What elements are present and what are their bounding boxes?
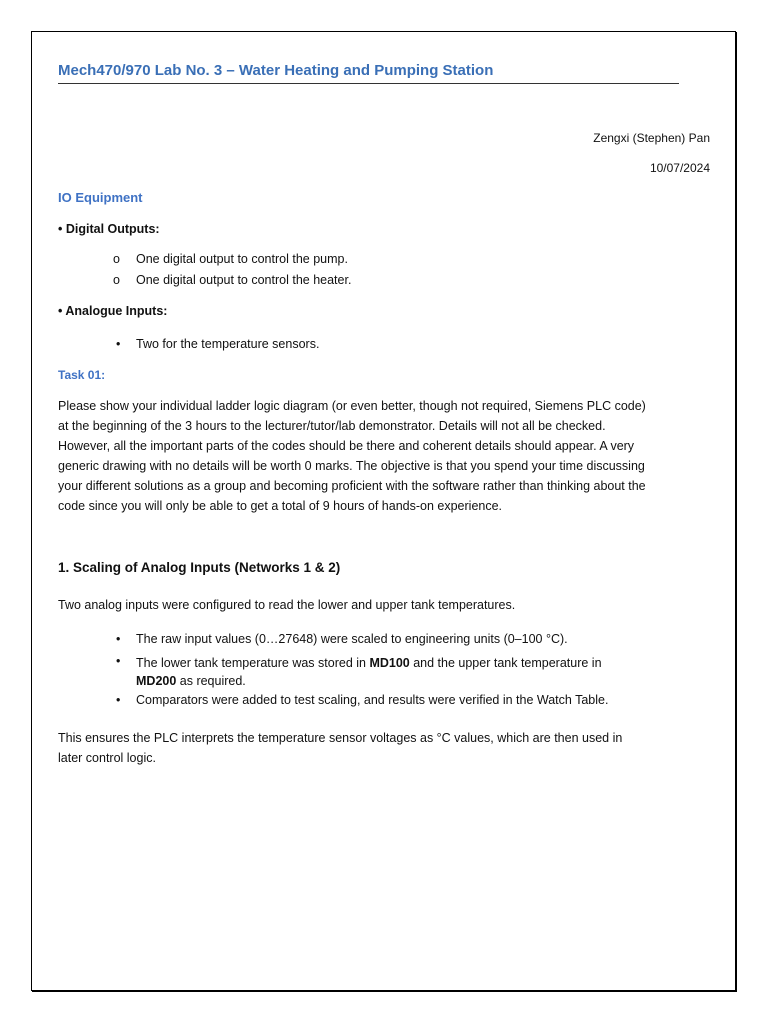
circle-bullet-icon: o <box>113 252 120 266</box>
digital-outputs-label: • Digital Outputs: <box>58 222 160 236</box>
md100-label: MD100 <box>369 656 410 670</box>
scaling-bullet: The raw input values (0…27648) were scaled to engineering units (0–100 °C). <box>136 632 568 646</box>
date: 10/07/2024 <box>649 161 710 175</box>
task-paragraph: Please show your individual ladder logic diagram (or even better, though not required, Siemens PLC code) at the beginning of the 3 hours to the lecturer/tutor/lab demonstrator. Details will not all be checked. However, all the important parts of the codes should be there and coherent details should appear. A very generic drawing with no details will be worth 0 marks. The objective is that you spend your time discussing your different solutions as a group and becoming proficient with the software rather than thinking about the code since you will only be able to get a total of 9 hours of hands-on experience. <box>58 399 646 513</box>
storage-text: as required. <box>176 674 246 688</box>
task-heading: Task 01: <box>58 368 106 382</box>
comparator-bullet: Comparators were added to test scaling, and results were verified in the Watch Table. <box>136 693 609 707</box>
digital-output-item: One digital output to control the pump. <box>136 252 348 266</box>
bullet-icon: • <box>116 693 121 707</box>
circle-bullet-icon: o <box>113 273 120 287</box>
section-intro: Two analog inputs were configured to read the lower and upper tank temperatures. <box>58 598 516 612</box>
analogue-inputs-label: • Analogue Inputs: <box>58 304 168 318</box>
io-equipment-heading: IO Equipment <box>58 190 143 205</box>
document-title: Mech470/970 Lab No. 3 – Water Heating and Pumping Station <box>58 62 679 84</box>
md200-label: MD200 <box>136 674 177 688</box>
digital-output-item: One digital output to control the heater. <box>136 273 352 287</box>
section-heading: 1. Scaling of Analog Inputs (Networks 1 & 2) <box>58 560 341 575</box>
storage-text: and the upper tank temperature in <box>409 656 602 670</box>
closing-paragraph: This ensures the PLC interprets the temperature sensor voltages as °C values, which are then used in later control logic. <box>58 731 623 765</box>
analogue-input-item: Two for the temperature sensors. <box>136 337 320 351</box>
storage-bullet <box>136 654 676 690</box>
bullet-icon: • <box>116 337 121 351</box>
bullet-icon: • <box>116 632 121 646</box>
storage-text: The lower tank temperature was stored in <box>136 656 370 670</box>
bullet-icon: • <box>116 654 121 668</box>
author: Zengxi (Stephen) Pan <box>593 131 710 145</box>
